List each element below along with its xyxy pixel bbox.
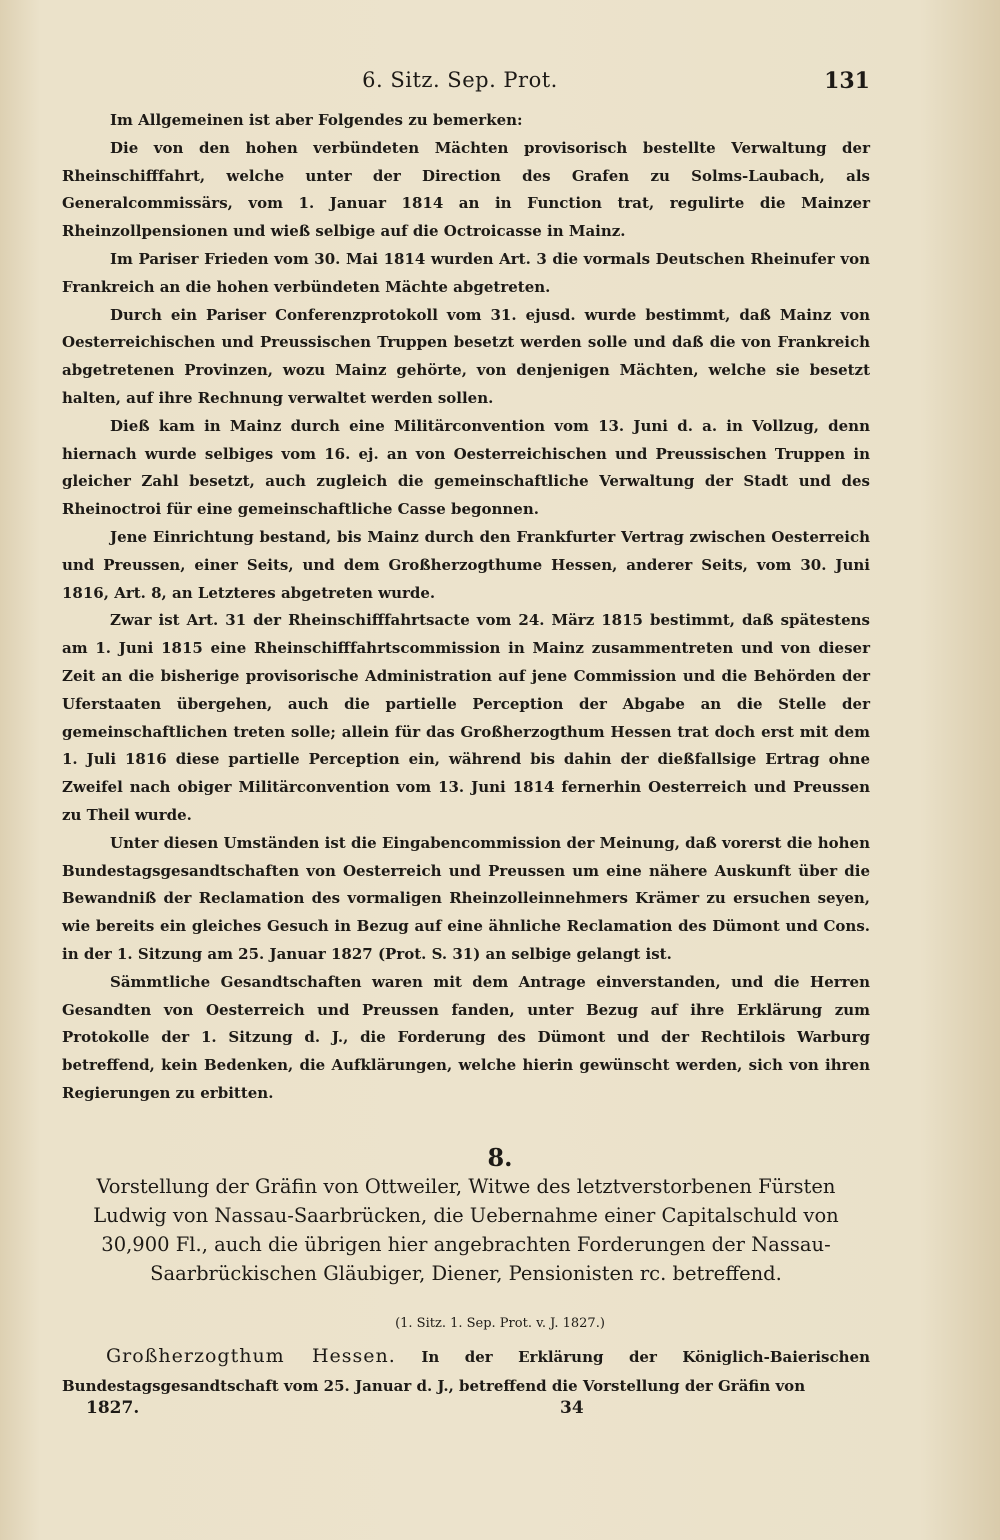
paragraph: Durch ein Pariser Conferenzprotokoll vom 31. ejusd. wurde bestimmt, daß Mainz von Oesterreichischen und Preussischen Truppen besetzt werden solle und daß die von Frankreich abgetretenen Provinzen, wozu Mainz gehörte, von denjenigen Mächten, welche sie besetzt halten, auf ihre Rechnung verwaltet werden sollen. (62, 305, 870, 407)
continuation-lead: Großherzogthum Hessen. (106, 1345, 396, 1367)
paragraph: Im Pariser Frieden vom 30. Mai 1814 wurden Art. 3 die vormals Deutschen Rheinufer von Frankreich an die hohen verbündeten Mächte abgetreten. (62, 249, 870, 296)
page-number: 131 (824, 68, 870, 94)
paragraph: Die von den hohen verbündeten Mächten provisorisch bestellte Verwaltung der Rheinschifffahrt, welche unter der Direction des Grafen zu Solms-Laubach, als Generalcommissärs, vom 1. Januar 1814 an in Function trat, regulirte die Mainzer Rheinzollpensionen und wieß selbige auf die Octroicasse in Mainz. (62, 138, 870, 241)
footer-year: 1827. (86, 1398, 140, 1418)
continuation-text: In der Erklärung der Königlich-Baierischen Bundestagsgesandtschaft vom 25. Januar d. J., betreffend die Vorstellung der Gräfin von (62, 1348, 870, 1395)
paragraph-intro: Im Allgemeinen ist aber Folgendes zu bemerken: (110, 111, 523, 129)
paragraph-resolution: Sämmtliche Gesandtschaften waren mit dem Antrage einverstanden, und die Herren Gesandten von Oesterreich und Preussen fanden, unter Bezug auf ihre Erklärung zum Protokolle der 1. Sitzung d. J., die Forderung des Dümont und der Rechtilois Warburg betreffend, kein Bedenken, die Aufklärungen, welche hierin gewünscht werden, sich von ihren Regierungen zu erbitten. (62, 972, 870, 1102)
paragraph: Dieß kam in Mainz durch eine Militärconvention vom 13. Juni d. a. in Vollzug, denn hiernach wurde selbiges vom 16. ej. an von Oesterreichischen und Preussischen Truppen in gleicher Zahl besetzt, auch zugleich die gemeinschaftliche Verwaltung der Stadt und des Rheinoctroi für eine gemeinschaftliche Casse begonnen. (62, 416, 870, 519)
running-head (0, 68, 1000, 108)
running-head-title: 6. Sitz. Sep. Prot. (362, 68, 558, 92)
paragraph: Unter diesen Umständen ist die Eingabencommission der Meinung, daß vorerst die hohen Bundestagsgesandtschaften von Oesterreich und Preussen um eine nähere Auskunft über die Bewandniß der Reclamation des vormaligen Rheinzolleinnehmers Krämer zu ersuchen seyen, wie bereits ein gleiches Gesuch in Bezug auf eine ähnliche Reclamation des Dümont und Cons. in der 1. Sitzung am 25. Januar 1827 (Prot. S. 31) an selbige gelangt ist. (62, 833, 870, 963)
paragraph: Zwar ist Art. 31 der Rheinschifffahrtsacte vom 24. März 1815 bestimmt, daß spätestens am 1. Juni 1815 eine Rheinschifffahrtscommission in Mainz zusammentreten und von dieser Zeit an die bisherige provisorische Administration auf jene Commission und die Behörden der Uferstaaten übergehen, auch die partielle Perception der Abgabe an die Stelle der gemeinschaftlichen treten solle; allein für das Großherzogthum Hessen trat doch erst mit dem 1. Juli 1816 diese partielle Perception ein, während bis dahin der dießfallsige Ertrag ohne Zweifel nach obiger Militärconvention vom 13. Juni 1814 fernerhin Oesterreich und Preussen zu Theil wurde. (62, 611, 870, 824)
section-reference: (1. Sitz. 1. Sep. Prot. v. J. 1827.) (395, 1316, 605, 1331)
section-heading: Vorstellung der Gräfin von Ottweiler, Witwe des letztverstorbenen Fürsten Ludwig von Nassau-Saarbrücken, die Uebernahme einer Capitalschuld von 30,900 Fl., auch die übrigen hier angebrachten Forderungen der Nassau-Saarbrückischen Gläubiger, Diener, Pensionisten rc. betreffend. (93, 1175, 839, 1285)
sheet-signature: 34 (560, 1398, 584, 1418)
paragraph: Jene Einrichtung bestand, bis Mainz durch den Frankfurter Vertrag zwischen Oesterreich und Preussen, einer Seits, und dem Großherzogthume Hessen, anderer Seits, vom 30. Juni 1816, Art. 8, an Letzteres abgetreten wurde. (62, 527, 870, 602)
continuation-paragraph (62, 1342, 870, 1401)
body-text (62, 107, 870, 1108)
section-number: 8. (487, 1143, 513, 1172)
